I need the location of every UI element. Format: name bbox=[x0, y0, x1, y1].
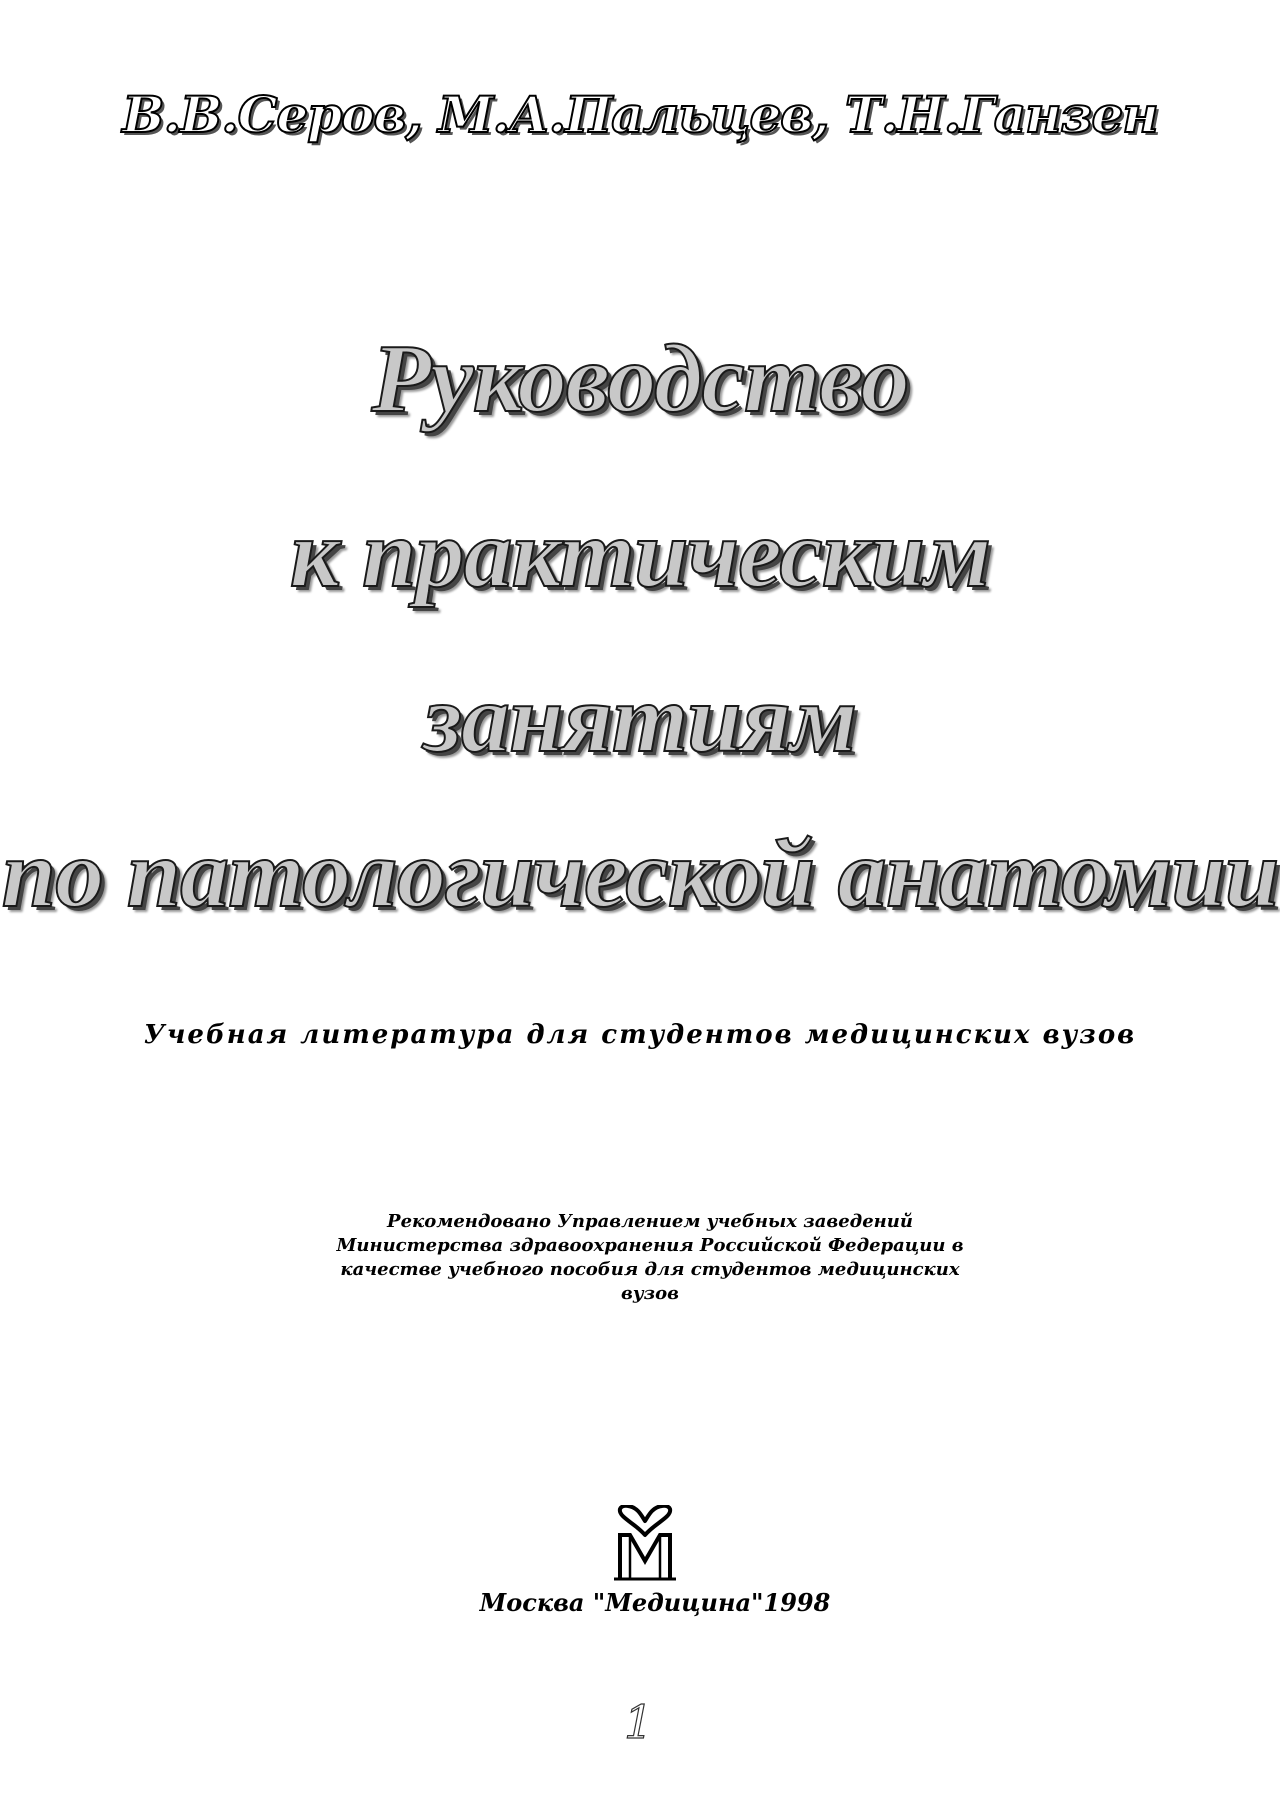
book-subtitle: Учебная литература для студентов медицинских вузов bbox=[143, 1020, 1137, 1050]
recommendation-line-1: Рекомендовано Управлением учебных заведений bbox=[387, 1211, 913, 1232]
publisher-logo-graphic bbox=[610, 1505, 680, 1581]
recommendation-line-3: качестве учебного пособия для студентов медицинских bbox=[340, 1259, 960, 1280]
book-authors: В.В.Серов, М.А.Пальцев, Т.Н.Ганзен bbox=[122, 85, 1158, 144]
book-title-line-3: занятиям bbox=[423, 665, 857, 773]
recommendation-line-4: вузов bbox=[621, 1283, 679, 1304]
book-title-line-4: по патологической анатомии bbox=[1, 820, 1279, 928]
publisher-imprint: Москва "Медицина"1998 bbox=[479, 1588, 831, 1617]
recommendation-notice bbox=[290, 1210, 1010, 1306]
publisher-m-logo-icon bbox=[610, 1505, 680, 1581]
book-title-line-2: к практическим bbox=[289, 500, 991, 608]
page-number: 1 bbox=[624, 1695, 654, 1749]
book-title-line-1: Руководство bbox=[371, 325, 909, 433]
recommendation-line-2: Министерства здравоохранения Российской Федерации в bbox=[336, 1235, 964, 1256]
